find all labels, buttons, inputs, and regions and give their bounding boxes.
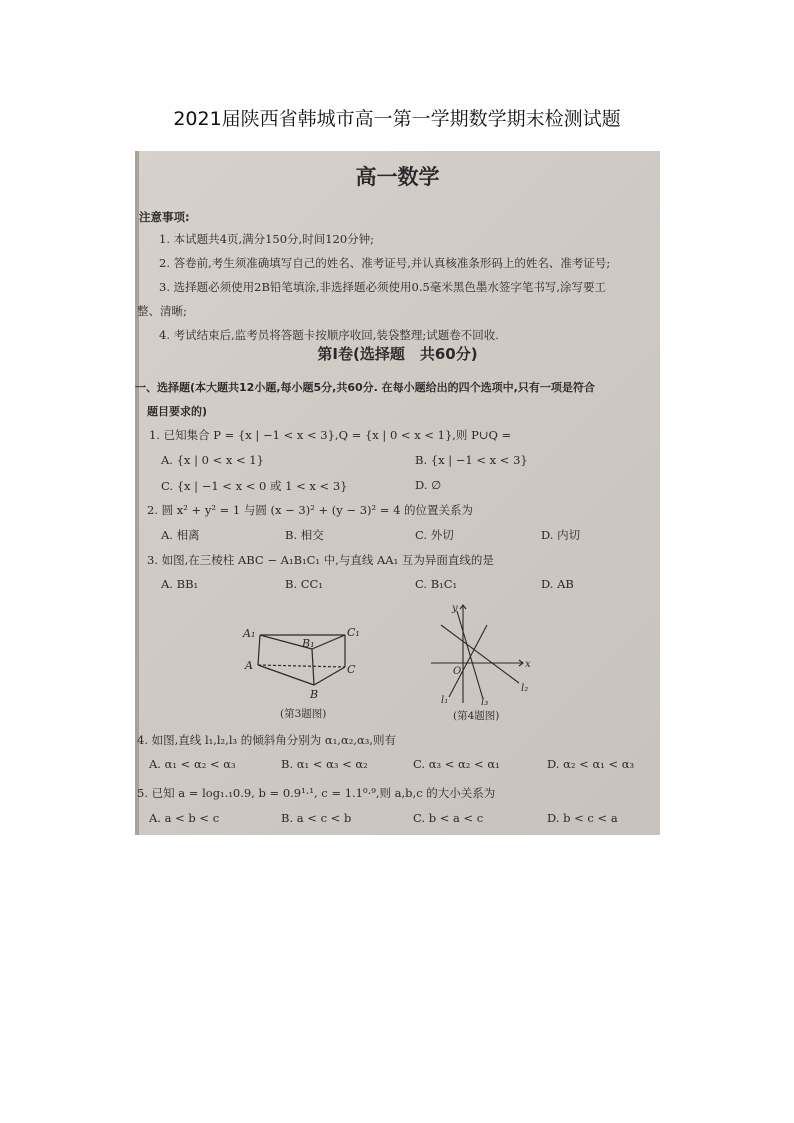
question-2-option-a: A. 相离 — [161, 528, 200, 542]
question-1-option-a: A. {x | 0 < x < 1} — [161, 453, 264, 467]
figure-3-label-b1: B₁ — [302, 637, 315, 650]
figure-3-label-a1: A₁ — [243, 627, 256, 640]
figure-4-lines — [427, 599, 537, 709]
question-1-option-d: D. ∅ — [415, 478, 442, 492]
question-2-option-c: C. 外切 — [415, 528, 454, 542]
question-4-option-a: A. α₁ < α₂ < α₃ — [149, 757, 236, 771]
question-3-option-c: C. B₁C₁ — [415, 577, 458, 591]
question-1-option-b: B. {x | −1 < x < 3} — [415, 453, 528, 467]
figure-3-label-c1: C₁ — [347, 626, 360, 639]
figure-4-label-l3: l₃ — [481, 697, 489, 708]
exam-title: 高一数学 — [355, 165, 440, 189]
question-2-stem: 2. 圆 x² + y² = 1 与圆 (x − 3)² + (y − 3)² = 4 的位置关系为 — [147, 503, 474, 517]
question-1-stem: 1. 已知集合 P = {x | −1 < x < 3},Q = {x | 0 < x < 1},则 P∪Q = — [149, 428, 512, 442]
section-heading-line-2: 题目要求的) — [147, 405, 208, 418]
part-title: 第Ⅰ卷(选择题 共60分) — [317, 345, 478, 363]
figure-4-label-x: x — [525, 659, 531, 670]
notes-heading: 注意事项: — [139, 210, 190, 224]
question-3-option-a: A. BB₁ — [161, 577, 199, 591]
figure-3-label-a: A — [245, 659, 253, 672]
exam-photo — [135, 151, 660, 835]
figure-3-caption: (第3题图) — [280, 708, 327, 720]
question-5-option-d: D. b < c < a — [547, 811, 618, 825]
note-line-3-cont: 整、清晰; — [137, 304, 187, 318]
note-line-3: 3. 选择题必须使用2B铅笔填涂,非选择题必须使用0.5毫米黑色墨水签字笔书写,涂写要工 — [159, 280, 606, 294]
question-3-stem: 3. 如图,在三棱柱 ABC − A₁B₁C₁ 中,与直线 AA₁ 互为异面直线的是 — [147, 553, 494, 567]
document-title: 2021届陕西省韩城市高一第一学期数学期末检测试题 — [173, 108, 621, 130]
question-5-option-c: C. b < a < c — [413, 811, 484, 825]
question-5-stem: 5. 已知 a = log₁.₁0.9, b = 0.9¹·¹, c = 1.1⁰·⁹,则 a,b,c 的大小关系为 — [137, 786, 496, 800]
question-2-option-d: D. 内切 — [541, 528, 581, 542]
question-4-option-d: D. α₂ < α₁ < α₃ — [547, 757, 635, 771]
figure-3-label-b: B — [310, 688, 319, 701]
question-4-option-c: C. α₃ < α₂ < α₁ — [413, 757, 500, 771]
question-3-option-b: B. CC₁ — [285, 577, 323, 591]
figure-3-label-c: C — [347, 663, 356, 676]
figure-4-caption: (第4题图) — [453, 710, 500, 722]
figure-4-label-l1: l₁ — [441, 695, 449, 706]
figure-4-label-o: O — [453, 666, 462, 677]
question-4-stem: 4. 如图,直线 l₁,l₂,l₃ 的倾斜角分别为 α₁,α₂,α₃,则有 — [137, 733, 397, 747]
note-line-1: 1. 本试题共4页,满分150分,时间120分钟; — [159, 232, 375, 246]
figure-3-prism — [240, 623, 365, 703]
figure-4-label-l2: l₂ — [521, 683, 529, 694]
note-line-2: 2. 答卷前,考生须准确填写自己的姓名、准考证号,并认真核准条形码上的姓名、准考证号; — [159, 256, 611, 270]
question-5-option-a: A. a < b < c — [149, 811, 220, 825]
question-2-option-b: B. 相交 — [285, 528, 324, 542]
note-line-4: 4. 考试结束后,监考员将答题卡按顺序收回,装袋整理;试题卷不回收. — [159, 328, 499, 342]
question-3-option-d: D. AB — [541, 577, 574, 591]
question-4-option-b: B. α₁ < α₃ < α₂ — [281, 757, 368, 771]
question-1-option-c: C. {x | −1 < x < 0 或 1 < x < 3} — [161, 479, 348, 493]
section-heading-line-1: 一、选择题(本大题共12小题,每小题5分,共60分. 在每小题给出的四个选项中,只有一项是符合 — [135, 381, 595, 394]
question-5-option-b: B. a < c < b — [281, 811, 352, 825]
figure-4-label-y: y — [452, 603, 458, 614]
